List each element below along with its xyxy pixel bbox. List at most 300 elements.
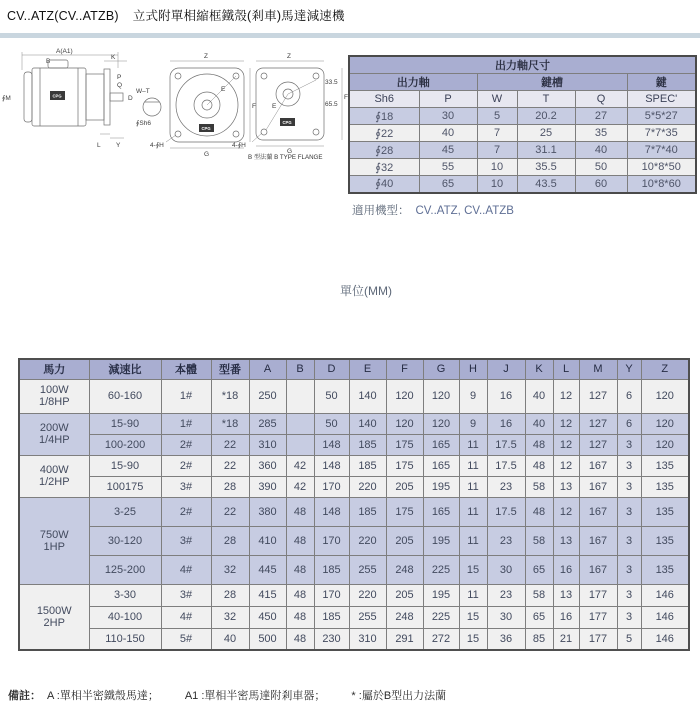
spec-cell: 13 (553, 526, 579, 555)
dim-label-e: E (221, 86, 226, 93)
shaft-cell: ∮28 (349, 142, 419, 159)
dim-label-4h2: 4-∮H (232, 142, 246, 149)
spec-cell: 48 (525, 455, 553, 476)
shaft-group-header-row (349, 74, 696, 91)
shaft-cell: ∮22 (349, 125, 419, 142)
spec-cell: 32 (211, 555, 249, 584)
spec-column-header: G (423, 359, 459, 379)
shaft-cell: 7 (477, 125, 517, 142)
side-view-drawing (2, 48, 133, 149)
shaft-cell: 35.5 (517, 159, 575, 176)
spec-cell: 16 (553, 606, 579, 628)
spec-cell: 1# (161, 379, 211, 413)
spec-cell: 12 (553, 497, 579, 526)
dim-label-4h: 4-∮H (150, 142, 164, 149)
spec-column-header: Z (641, 359, 689, 379)
shaft-cell: 43.5 (517, 176, 575, 193)
spec-cell: 2# (161, 455, 211, 476)
spec-cell: 225 (423, 555, 459, 584)
dim-label-m: ∮M (2, 95, 11, 102)
spec-cell: 42 (286, 476, 314, 497)
spec-cell: 148 (314, 497, 349, 526)
shaft-table-row (349, 159, 696, 176)
spec-row (19, 455, 689, 476)
brand-logo-text: CPG (282, 120, 292, 125)
spec-row (19, 497, 689, 526)
spec-cell: 175 (386, 434, 423, 455)
dim-label-q: Q (117, 82, 123, 89)
spec-cell: 291 (386, 628, 423, 650)
spec-cell: 120 (386, 379, 423, 413)
spec-cell: 135 (641, 555, 689, 584)
spec-row (19, 555, 689, 584)
spec-cell: 165 (423, 434, 459, 455)
spec-cell: 225 (423, 606, 459, 628)
shaft-cell: ∮18 (349, 108, 419, 125)
spec-cell: 205 (386, 584, 423, 606)
spec-cell: 127 (579, 379, 617, 413)
shaft-cell: 40 (419, 125, 477, 142)
spec-cell: 65 (525, 606, 553, 628)
spec-cell: 30 (487, 555, 525, 584)
spec-cell: 48 (525, 497, 553, 526)
dim-label-sh6: ∮Sh6 (136, 120, 151, 127)
shaft-group-key: 鍵 (627, 74, 696, 91)
spec-row (19, 606, 689, 628)
shaft-cell: 10*8*60 (627, 176, 696, 193)
shaft-cell: 40 (575, 142, 627, 159)
spec-cell: 40 (211, 628, 249, 650)
spec-cell: 250 (249, 379, 286, 413)
spec-cell: 167 (579, 526, 617, 555)
spec-cell: 3-25 (89, 497, 161, 526)
dim-label-f: F (252, 103, 256, 110)
dim-label-b: B (46, 58, 51, 65)
spec-cell: 16 (487, 413, 525, 434)
spec-cell: 248 (386, 606, 423, 628)
spec-column-header: M (579, 359, 617, 379)
dim-label-k: K (111, 54, 116, 61)
spec-cell: 3 (617, 584, 641, 606)
dim-label-p: P (117, 74, 122, 81)
spec-column-header: 減速比 (89, 359, 161, 379)
spec-cell: 220 (349, 476, 386, 497)
main-table-body (19, 379, 689, 650)
spec-cell: 50 (314, 413, 349, 434)
spec-cell: 450 (249, 606, 286, 628)
col-spec: SPEC' (627, 91, 696, 108)
shaft-cell: 65 (419, 176, 477, 193)
shaft-cell: 20.2 (517, 108, 575, 125)
page-title (7, 6, 345, 24)
col-sh6: Sh6 (349, 91, 419, 108)
shaft-table-row (349, 125, 696, 142)
spec-cell: 3 (617, 434, 641, 455)
shaft-cell: 45 (419, 142, 477, 159)
spec-cell: 58 (525, 584, 553, 606)
spec-cell: 3 (617, 555, 641, 584)
spec-cell: 360 (249, 455, 286, 476)
spec-cell: 170 (314, 584, 349, 606)
model-code: CV..ATZ(CV..ATZB) (7, 9, 119, 23)
shaft-cell: ∮40 (349, 176, 419, 193)
spec-cell: 58 (525, 476, 553, 497)
spec-column-header: 型番 (211, 359, 249, 379)
spec-cell: 22 (211, 497, 249, 526)
power-cell: 750W 1HP (19, 497, 89, 584)
spec-cell: 1# (161, 413, 211, 434)
shaft-cell: 7*7*40 (627, 142, 696, 159)
dim-label-33-5: 33.5 (325, 79, 338, 86)
spec-cell: 185 (349, 497, 386, 526)
spec-cell: 12 (553, 379, 579, 413)
spec-cell: 148 (314, 434, 349, 455)
shaft-cell: 7*7*35 (627, 125, 696, 142)
shaft-cell: 10*8*50 (627, 159, 696, 176)
spec-cell: 3# (161, 476, 211, 497)
spec-cell: 48 (286, 555, 314, 584)
spec-column-header: Y (617, 359, 641, 379)
spec-cell: 255 (349, 555, 386, 584)
spec-cell: 100175 (89, 476, 161, 497)
spec-cell (286, 434, 314, 455)
spec-column-header: F (386, 359, 423, 379)
spec-cell: 3 (617, 497, 641, 526)
spec-cell: 2# (161, 434, 211, 455)
spec-row (19, 379, 689, 413)
spec-cell: 13 (553, 476, 579, 497)
spec-cell: 48 (525, 434, 553, 455)
spec-cell: 16 (487, 379, 525, 413)
shaft-cell: 55 (419, 159, 477, 176)
spec-cell: 60-160 (89, 379, 161, 413)
dim-label-l: L (97, 142, 101, 149)
spec-cell: 120 (386, 413, 423, 434)
spec-cell: 100-200 (89, 434, 161, 455)
spec-cell: 15 (459, 555, 487, 584)
col-w: W (477, 91, 517, 108)
spec-cell: 146 (641, 606, 689, 628)
spec-cell: 11 (459, 455, 487, 476)
dim-label-z2: Z (287, 53, 291, 60)
spec-cell: 127 (579, 434, 617, 455)
footnote-item: A :單相半密鐵殼馬達； (47, 690, 159, 702)
spec-cell: 11 (459, 434, 487, 455)
spec-cell: 285 (249, 413, 286, 434)
spec-cell: 17.5 (487, 455, 525, 476)
spec-cell: 40 (525, 413, 553, 434)
spec-cell: 127 (579, 413, 617, 434)
spec-row (19, 584, 689, 606)
shaft-cell: ∮32 (349, 159, 419, 176)
col-p: P (419, 91, 477, 108)
spec-cell: 177 (579, 584, 617, 606)
spec-cell: 175 (386, 455, 423, 476)
spec-cell: 9 (459, 413, 487, 434)
spec-cell: 48 (286, 526, 314, 555)
shaft-dimension-table (348, 55, 697, 194)
shaft-group-keyslot: 鍵槽 (477, 74, 627, 91)
spec-cell: 15 (459, 606, 487, 628)
power-cell: 1500W 2HP (19, 584, 89, 650)
spec-cell: 205 (386, 526, 423, 555)
shaft-cell: 35 (575, 125, 627, 142)
spec-cell: 13 (553, 584, 579, 606)
spec-table (18, 358, 690, 651)
shaft-table-body (349, 108, 696, 193)
spec-cell: 36 (487, 628, 525, 650)
spec-cell: 12 (553, 434, 579, 455)
dim-label-wt: W–T (136, 88, 150, 95)
spec-row (19, 413, 689, 434)
keyway-detail-drawing (136, 88, 161, 127)
spec-cell: 248 (386, 555, 423, 584)
dim-label-f2: F (344, 94, 348, 101)
spec-column-header: E (349, 359, 386, 379)
dimension-drawing (0, 44, 348, 160)
dim-label-65-5: 65.5 (325, 101, 338, 108)
spec-column-header: B (286, 359, 314, 379)
applicable-label: 適用機型： (352, 205, 410, 217)
spec-cell: 65 (525, 555, 553, 584)
spec-cell: 12 (553, 455, 579, 476)
spec-cell (286, 379, 314, 413)
dim-label-z: Z (204, 53, 208, 60)
spec-column-header: 馬力 (19, 359, 89, 379)
spec-cell: 15-90 (89, 455, 161, 476)
footnote-label: 備註： (8, 690, 41, 702)
shaft-cell: 30 (419, 108, 477, 125)
spec-cell: 28 (211, 476, 249, 497)
spec-cell (286, 413, 314, 434)
spec-cell: 125-200 (89, 555, 161, 584)
shaft-cell: 27 (575, 108, 627, 125)
spec-cell: 11 (459, 526, 487, 555)
spec-cell: 140 (349, 413, 386, 434)
spec-column-header: H (459, 359, 487, 379)
spec-cell: 205 (386, 476, 423, 497)
spec-cell: *18 (211, 379, 249, 413)
spec-cell: 6 (617, 379, 641, 413)
spec-cell: 272 (423, 628, 459, 650)
spec-cell: 310 (349, 628, 386, 650)
spec-cell: 120 (423, 413, 459, 434)
product-name: 立式附單相縮框鐵殼(剎車)馬達減速機 (132, 9, 345, 23)
shaft-cell: 50 (575, 159, 627, 176)
spec-header-row (19, 359, 689, 379)
spec-cell: 17.5 (487, 434, 525, 455)
spec-cell: 165 (423, 497, 459, 526)
spec-cell: 15-90 (89, 413, 161, 434)
shaft-group-output: 出力軸 (349, 74, 477, 91)
b-flange-caption: B 型法蘭 B TYPE FLANGE (248, 154, 323, 160)
spec-cell: 3 (617, 476, 641, 497)
spec-cell: 21 (553, 628, 579, 650)
spec-cell: 3 (617, 526, 641, 555)
spec-cell: 135 (641, 476, 689, 497)
power-cell: 100W 1/8HP (19, 379, 89, 413)
spec-cell: 50 (314, 379, 349, 413)
shaft-table-title: 出力軸尺寸 (349, 56, 696, 74)
spec-cell: 135 (641, 455, 689, 476)
shaft-title-row (349, 56, 696, 74)
spec-cell: 6 (617, 413, 641, 434)
shaft-column-header-row (349, 91, 696, 108)
shaft-cell: 5 (477, 108, 517, 125)
spec-cell: 167 (579, 555, 617, 584)
spec-cell: 40-100 (89, 606, 161, 628)
spec-cell: 3# (161, 584, 211, 606)
footnote-item: A1 :單相半密馬達附剎車器； (184, 690, 326, 702)
dim-label-d: D (128, 95, 133, 102)
spec-cell: 220 (349, 584, 386, 606)
spec-cell: 185 (349, 455, 386, 476)
spec-column-header: 本體 (161, 359, 211, 379)
spec-cell: 30 (487, 606, 525, 628)
spec-row (19, 526, 689, 555)
spec-cell: 3# (161, 526, 211, 555)
spec-column-header: L (553, 359, 579, 379)
spec-cell: 195 (423, 584, 459, 606)
spec-cell: 11 (459, 497, 487, 526)
spec-cell: 16 (553, 555, 579, 584)
spec-cell: 230 (314, 628, 349, 650)
shaft-cell: 60 (575, 176, 627, 193)
spec-cell: 110-150 (89, 628, 161, 650)
spec-column-header: J (487, 359, 525, 379)
spec-cell: 3-30 (89, 584, 161, 606)
spec-cell: 148 (314, 455, 349, 476)
spec-cell: 195 (423, 476, 459, 497)
spec-cell: 167 (579, 476, 617, 497)
spec-cell: 185 (314, 606, 349, 628)
spec-cell: 220 (349, 526, 386, 555)
spec-cell: 120 (423, 379, 459, 413)
spec-cell: 3 (617, 455, 641, 476)
spec-cell: 165 (423, 455, 459, 476)
spec-cell: 500 (249, 628, 286, 650)
shaft-table-row (349, 142, 696, 159)
spec-cell: 23 (487, 584, 525, 606)
col-t: T (517, 91, 575, 108)
shaft-table-row (349, 108, 696, 125)
dim-label-y: Y (116, 142, 121, 149)
spec-cell: 48 (286, 606, 314, 628)
shaft-cell: 25 (517, 125, 575, 142)
spec-cell: 135 (641, 497, 689, 526)
spec-cell: 135 (641, 526, 689, 555)
spec-cell: 28 (211, 526, 249, 555)
spec-cell: 22 (211, 455, 249, 476)
spec-cell: 48 (286, 584, 314, 606)
spec-cell: 120 (641, 379, 689, 413)
spec-cell: 22 (211, 434, 249, 455)
spec-cell: 4# (161, 606, 211, 628)
spec-cell: 167 (579, 497, 617, 526)
spec-cell: 380 (249, 497, 286, 526)
power-cell: 200W 1/4HP (19, 413, 89, 455)
brand-logo-text: CPG (201, 126, 211, 131)
dim-label-g2: G (287, 148, 293, 155)
shaft-cell: 10 (477, 176, 517, 193)
b-flange-view-drawing (232, 53, 348, 160)
spec-cell: 9 (459, 379, 487, 413)
shaft-table-row (349, 176, 696, 193)
spec-row (19, 476, 689, 497)
spec-cell: 255 (349, 606, 386, 628)
shaft-cell: 31.1 (517, 142, 575, 159)
footnote-item: * :屬於B型出力法蘭 (351, 690, 447, 702)
spec-cell: 4# (161, 555, 211, 584)
spec-cell: 120 (641, 434, 689, 455)
spec-cell: 11 (459, 584, 487, 606)
spec-cell: 28 (211, 584, 249, 606)
power-cell: 400W 1/2HP (19, 455, 89, 497)
spec-cell: 30-120 (89, 526, 161, 555)
spec-cell: 140 (349, 379, 386, 413)
dim-label-a: A(A1) (56, 48, 73, 55)
col-q: Q (575, 91, 627, 108)
spec-cell: *18 (211, 413, 249, 434)
spec-cell: 32 (211, 606, 249, 628)
spec-cell: 390 (249, 476, 286, 497)
spec-cell: 310 (249, 434, 286, 455)
spec-row (19, 628, 689, 650)
spec-cell: 23 (487, 526, 525, 555)
spec-cell: 185 (314, 555, 349, 584)
spec-cell: 23 (487, 476, 525, 497)
spec-cell: 3 (617, 606, 641, 628)
spec-column-header: K (525, 359, 553, 379)
shaft-cell: 7 (477, 142, 517, 159)
spec-cell: 146 (641, 628, 689, 650)
spec-cell: 170 (314, 476, 349, 497)
dim-label-g: G (204, 151, 210, 158)
applicable-models-line (352, 202, 514, 218)
spec-cell: 415 (249, 584, 286, 606)
spec-column-header: A (249, 359, 286, 379)
spec-cell: 15 (459, 628, 487, 650)
spec-cell: 85 (525, 628, 553, 650)
spec-cell: 170 (314, 526, 349, 555)
spec-cell: 120 (641, 413, 689, 434)
shaft-cell: 5*5*27 (627, 108, 696, 125)
spec-cell: 175 (386, 497, 423, 526)
spec-cell: 146 (641, 584, 689, 606)
spec-cell: 177 (579, 628, 617, 650)
spec-column-header: D (314, 359, 349, 379)
spec-cell: 5 (617, 628, 641, 650)
shaft-cell: 10 (477, 159, 517, 176)
spec-cell: 11 (459, 476, 487, 497)
spec-cell: 445 (249, 555, 286, 584)
spec-row (19, 434, 689, 455)
spec-cell: 177 (579, 606, 617, 628)
spec-cell: 5# (161, 628, 211, 650)
spec-cell: 167 (579, 455, 617, 476)
spec-cell: 58 (525, 526, 553, 555)
spec-cell: 48 (286, 628, 314, 650)
applicable-values: CV..ATZ, CV..ATZB (415, 205, 514, 217)
dim-label-e2: E (272, 103, 277, 110)
brand-logo-text: CPG (52, 93, 62, 99)
spec-cell: 40 (525, 379, 553, 413)
spec-cell: 185 (349, 434, 386, 455)
spec-cell: 195 (423, 526, 459, 555)
spec-cell: 12 (553, 413, 579, 434)
spec-cell: 410 (249, 526, 286, 555)
spec-cell: 42 (286, 455, 314, 476)
